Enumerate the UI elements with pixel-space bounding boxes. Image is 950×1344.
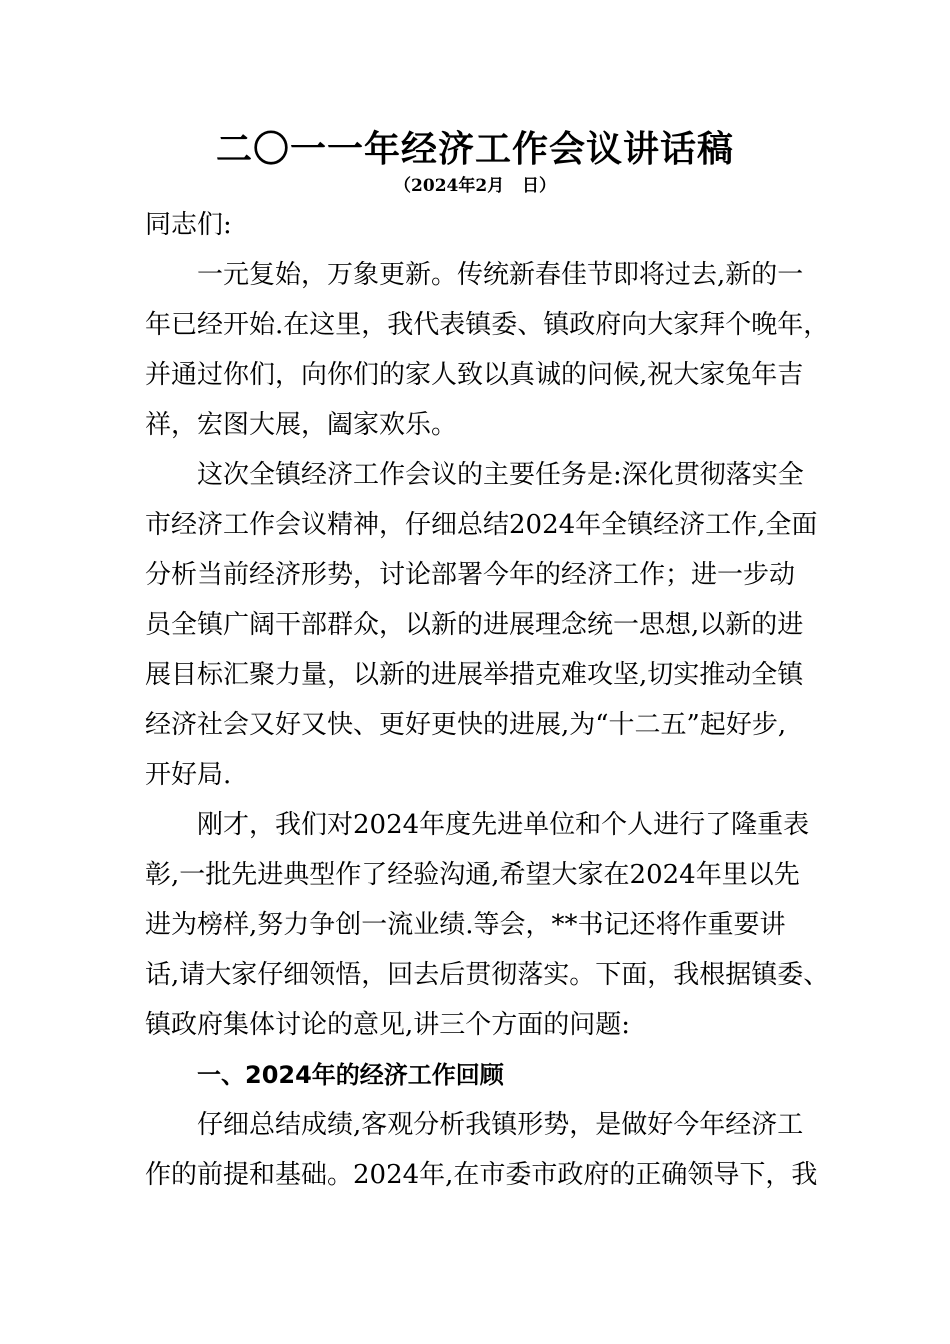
text-line: 员全镇广阔干部群众，以新的进展理念统一思想,以新的进: [145, 610, 804, 640]
text-line: 市经济工作会议精神，仔细总结2024年全镇经济工作,全面: [145, 510, 818, 540]
document-date: （2024年2月 日）: [394, 176, 556, 196]
text-line: 进为榜样,努力争创一流业绩.等会，**书记还将作重要讲: [145, 910, 786, 940]
section-heading: 一、2024年的经济工作回顾: [197, 1061, 504, 1089]
text-line: 开好局.: [145, 760, 232, 790]
text-line: 分析当前经济形势，讨论部署今年的经济工作；进一步动: [145, 560, 796, 590]
document-body: [145, 200, 830, 1200]
text-line: 刚才，我们对2024年度先进单位和个人进行了隆重表: [197, 810, 810, 840]
paragraph-4: [145, 1100, 818, 1200]
text-line: 展目标汇聚力量，以新的进展举措克难攻坚,切实推动全镇: [145, 660, 804, 690]
text-line: 祥，宏图大展，阖家欢乐。: [145, 410, 458, 440]
text-line: 经济社会又好又快、更好更快的进展,为“十二五”起好步,: [145, 710, 787, 740]
paragraph-3: [145, 800, 830, 1050]
text-line: 年已经开始.在这里，我代表镇委、镇政府向大家拜个晚年，: [145, 310, 830, 340]
salutation: 同志们:: [145, 210, 232, 240]
text-line: 一元复始，万象更新。传统新春佳节即将过去,新的一: [197, 260, 804, 290]
text-line: 彰,一批先进典型作了经验沟通,希望大家在2024年里以先: [145, 860, 800, 890]
text-line: 并通过你们，向你们的家人致以真诚的问候,祝大家兔年吉: [145, 360, 804, 390]
text-line: 这次全镇经济工作会议的主要任务是:深化贯彻落实全: [197, 460, 804, 490]
text-line: 话,请大家仔细领悟，回去后贯彻落实。下面，我根据镇委、: [145, 960, 830, 990]
text-line: 作的前提和基础。2024年,在市委市政府的正确领导下，我: [145, 1160, 818, 1190]
paragraph-1: [145, 250, 830, 450]
text-line: 镇政府集体讨论的意见,讲三个方面的问题:: [145, 1010, 631, 1040]
document-title: 二〇一一年经济工作会议讲话稿: [215, 129, 734, 170]
paragraph-2: [145, 450, 818, 800]
text-line: 仔细总结成绩,客观分析我镇形势，是做好今年经济工: [197, 1110, 804, 1140]
